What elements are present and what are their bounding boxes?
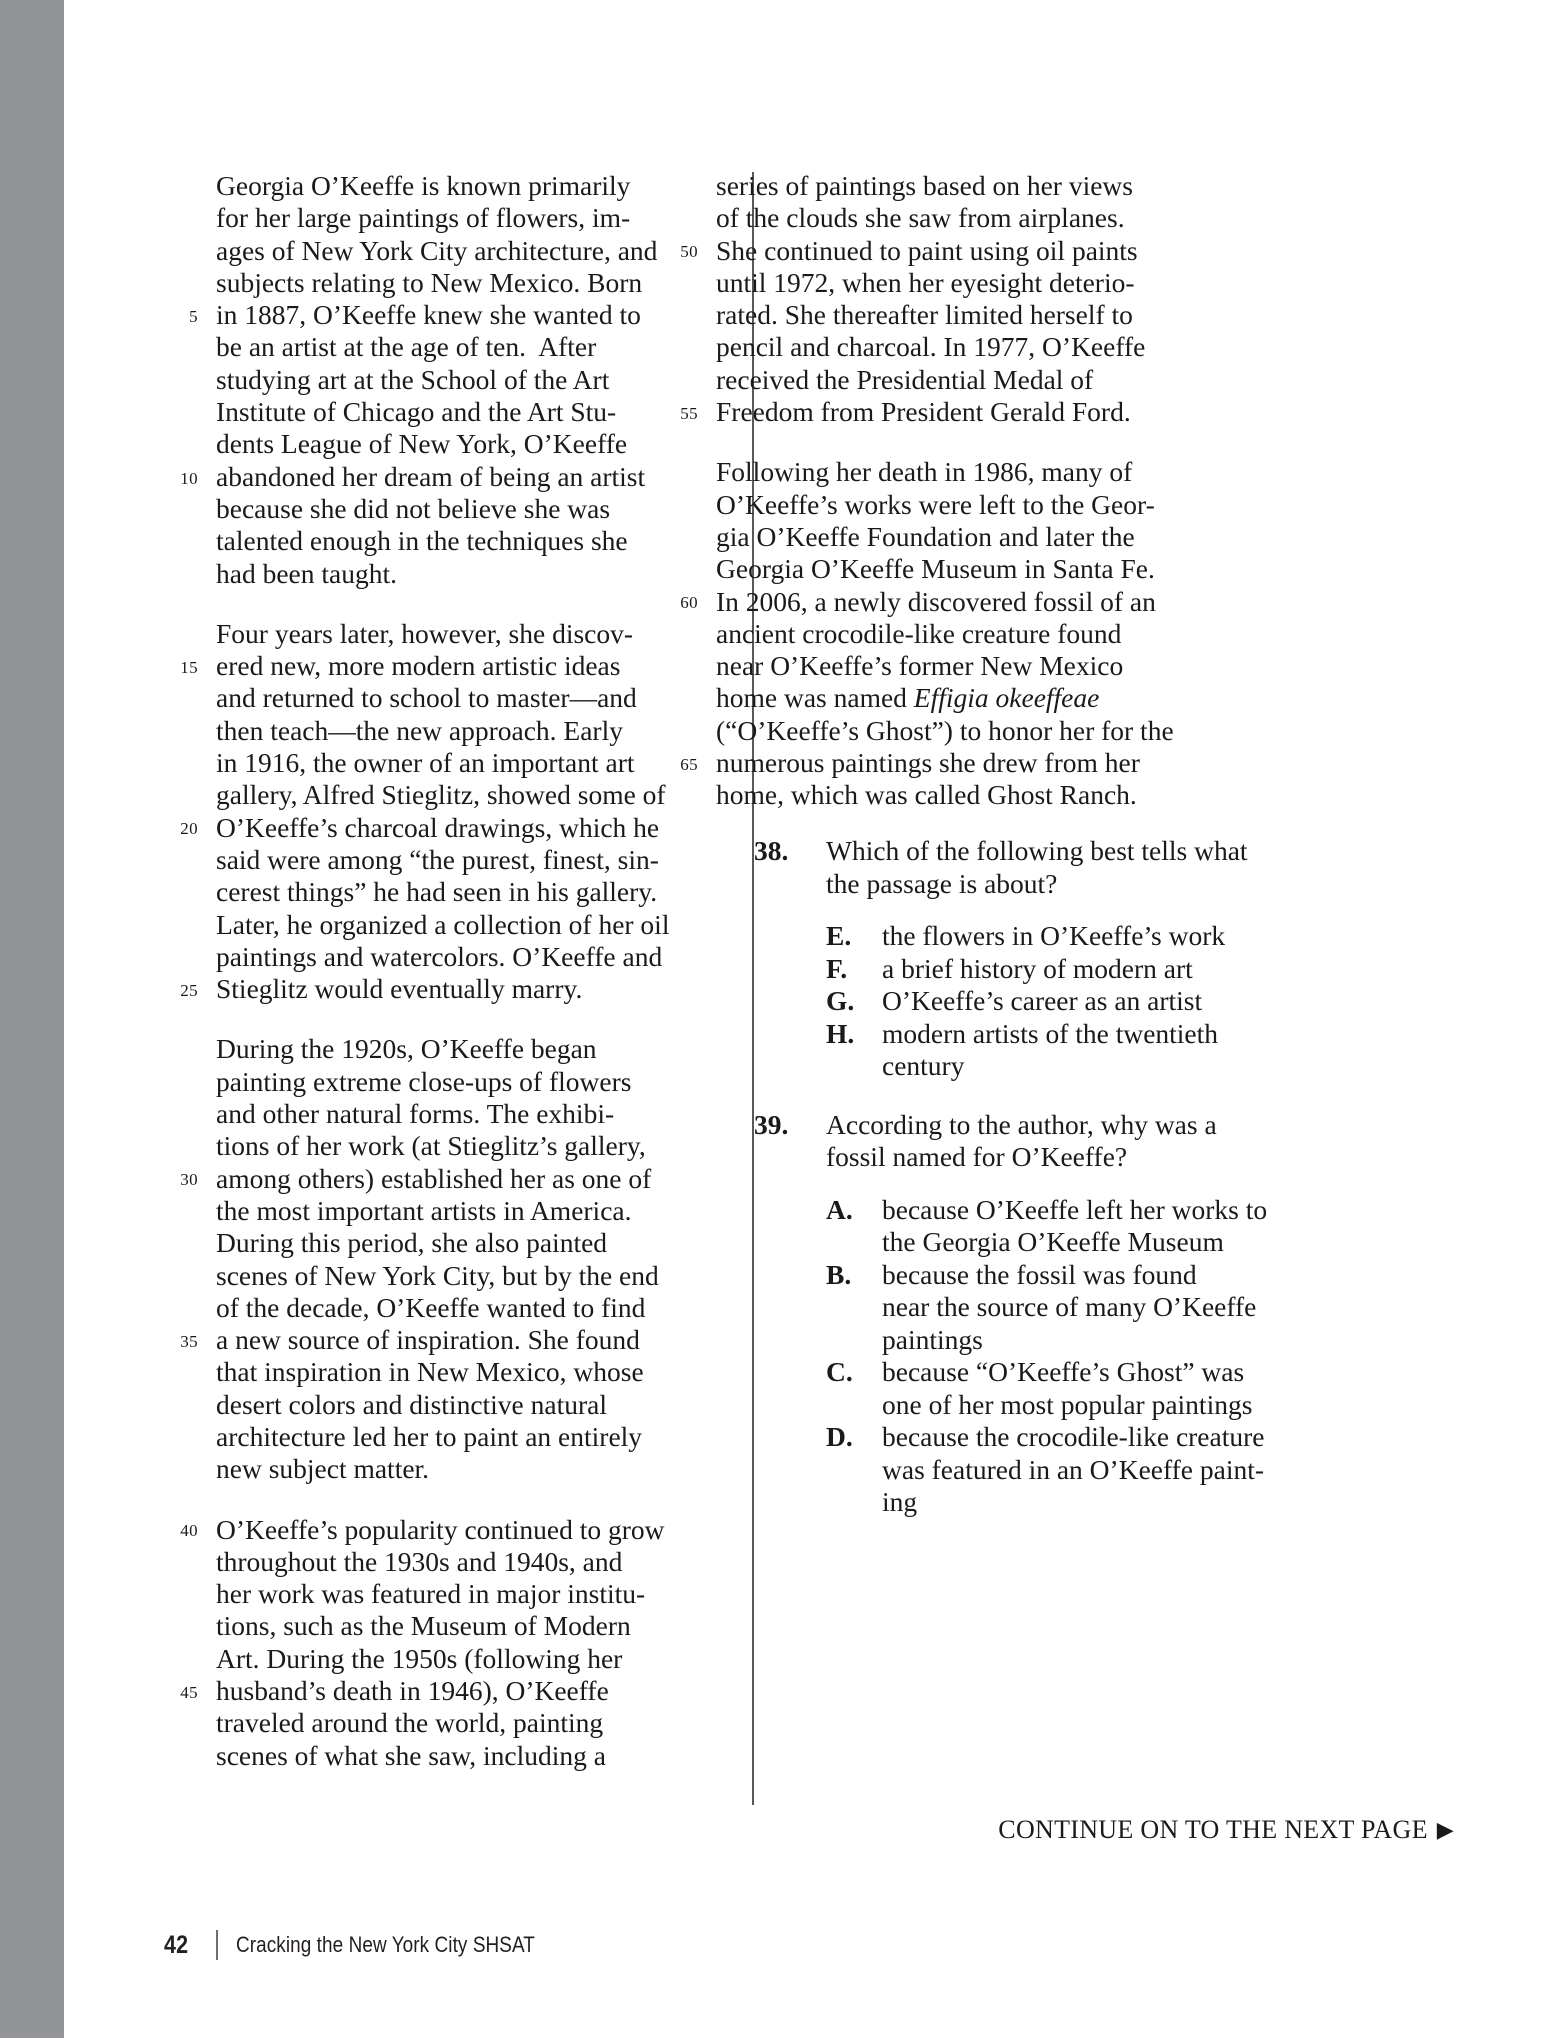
answer-choice[interactable] bbox=[826, 985, 1374, 1018]
passage-line bbox=[180, 811, 664, 844]
passage-line-text: home, which was called Ghost Ranch. bbox=[716, 779, 1137, 811]
passage-line bbox=[180, 1675, 664, 1707]
answer-choices bbox=[754, 920, 1374, 1083]
question-text-line: the passage is about? bbox=[826, 867, 1058, 899]
passage-line bbox=[180, 1324, 664, 1356]
passage-line-text: of the clouds she saw from airplanes. bbox=[716, 202, 1125, 234]
question-stem bbox=[754, 1109, 1374, 1174]
triangle-right-icon: ▶ bbox=[1436, 1817, 1454, 1842]
answer-choice[interactable] bbox=[826, 1194, 1374, 1259]
passage-line bbox=[216, 1227, 664, 1259]
passage-line-text: She continued to paint using oil paints bbox=[716, 234, 1138, 266]
footer-divider bbox=[216, 1930, 218, 1960]
choice-text-line: ing bbox=[882, 1486, 918, 1517]
passage-line-text: new subject matter. bbox=[216, 1453, 430, 1485]
passage-line-text: said were among “the purest, finest, sin- bbox=[216, 843, 659, 875]
passage-line bbox=[180, 1162, 664, 1195]
passage-line bbox=[216, 235, 664, 267]
passage-line bbox=[180, 973, 664, 1005]
choice-text-line: because O’Keeffe left her works to bbox=[882, 1193, 1268, 1225]
choice-text-line: one of her most popular paintings bbox=[882, 1388, 1253, 1420]
choice-letter: F. bbox=[826, 952, 848, 984]
passage-line-text: cerest things” he had seen in his gallery. bbox=[216, 876, 658, 908]
passage-line bbox=[180, 460, 664, 493]
passage-line bbox=[216, 1066, 664, 1098]
choice-letter: C. bbox=[826, 1356, 853, 1387]
passage-line bbox=[716, 489, 1194, 521]
passage-line-text: desert colors and distinctive natural bbox=[216, 1388, 607, 1420]
passage-line-text: her work was featured in major institu- bbox=[216, 1578, 646, 1610]
line-number: 15 bbox=[180, 657, 198, 677]
passage-paragraph bbox=[164, 170, 664, 590]
line-number: 60 bbox=[680, 593, 698, 613]
passage-line bbox=[216, 331, 664, 363]
question-text bbox=[826, 835, 1374, 900]
passage-line-text: in 1887, O’Keeffe knew she wanted to bbox=[216, 299, 641, 331]
passage-line-text: Georgia O’Keeffe is known primarily bbox=[216, 170, 631, 201]
passage-line-text: husband’s death in 1946), O’Keeffe bbox=[216, 1675, 609, 1707]
passage-paragraph bbox=[664, 456, 1194, 811]
choice-text-line: modern artists of the twentieth bbox=[882, 1017, 1219, 1049]
passage-line-text: tions, such as the Museum of Modern bbox=[216, 1610, 631, 1642]
passage-column-left bbox=[164, 170, 670, 1800]
passage-line-text: scenes of New York City, but by the end bbox=[216, 1259, 659, 1291]
passage-line-text: painting extreme close-ups of flowers bbox=[216, 1065, 632, 1097]
choice-text-line: paintings bbox=[882, 1323, 983, 1355]
question-block bbox=[754, 1109, 1374, 1519]
passage-line bbox=[216, 1098, 664, 1130]
page-footer bbox=[64, 1930, 1567, 1970]
passage-line bbox=[716, 779, 1194, 811]
passage-line bbox=[216, 364, 664, 396]
passage-line-text: ages of New York City architecture, and bbox=[216, 234, 658, 266]
passage-line bbox=[216, 428, 664, 460]
passage-line bbox=[716, 364, 1194, 396]
answer-choice[interactable] bbox=[826, 1421, 1374, 1519]
passage-line bbox=[216, 396, 664, 428]
passage-line bbox=[216, 1707, 664, 1739]
passage-line-text: talented enough in the techniques she bbox=[216, 525, 628, 557]
passage-line bbox=[216, 267, 664, 299]
question-text-line: fossil named for O’Keeffe? bbox=[826, 1141, 1128, 1172]
passage-line-text: Freedom from President Gerald Ford. bbox=[716, 396, 1131, 428]
passage-line bbox=[216, 1292, 664, 1324]
passage-line-text: among others) established her as one of bbox=[216, 1162, 652, 1194]
passage-line bbox=[216, 908, 670, 941]
line-number: 5 bbox=[189, 307, 198, 327]
line-number: 20 bbox=[180, 819, 198, 839]
passage-line bbox=[216, 1260, 664, 1292]
passage-line bbox=[216, 1740, 664, 1772]
passage-line-text: throughout the 1930s and 1940s, and bbox=[216, 1545, 623, 1577]
passage-line bbox=[180, 650, 664, 682]
passage-line-text: Georgia O’Keeffe Museum in Santa Fe. bbox=[716, 553, 1155, 585]
passage-line-text: studying art at the School of the Art bbox=[216, 363, 610, 395]
passage-line-text: the most important artists in America. bbox=[216, 1194, 632, 1226]
passage-line bbox=[680, 747, 1194, 779]
choice-text-line: because “O’Keeffe’s Ghost” was bbox=[882, 1356, 1245, 1387]
passage-line bbox=[216, 1453, 664, 1485]
passage-line bbox=[216, 618, 664, 650]
choice-text-line: a brief history of modern art bbox=[882, 952, 1193, 984]
passage-paragraph bbox=[164, 1033, 664, 1485]
passage-line-text: ancient crocodile-like creature found bbox=[716, 617, 1122, 649]
line-number: 55 bbox=[680, 403, 698, 423]
passage-line-text: home was named bbox=[716, 682, 914, 714]
passage-line-text: O’Keeffe’s works were left to the Geor- bbox=[716, 488, 1155, 520]
answer-choice[interactable] bbox=[826, 1356, 1374, 1421]
passage-line bbox=[216, 1389, 664, 1421]
question-text-line: Which of the following best tells what bbox=[826, 835, 1248, 866]
answer-choice[interactable] bbox=[826, 1018, 1374, 1083]
passage-line bbox=[216, 1610, 664, 1642]
passage-line-text: then teach—the new approach. Early bbox=[216, 714, 623, 746]
passage-line bbox=[716, 650, 1194, 682]
passage-line-text: (“O’Keeffe’s Ghost”) to honor her for the bbox=[716, 714, 1174, 746]
choice-letter: D. bbox=[826, 1421, 853, 1452]
page-number: 42 bbox=[164, 1930, 189, 1959]
choice-text-line: near the source of many O’Keeffe bbox=[882, 1291, 1257, 1322]
answer-choices bbox=[754, 1194, 1374, 1519]
passage-line-text: Following her death in 1986, many of bbox=[716, 456, 1133, 488]
passage-line bbox=[680, 585, 1194, 618]
choice-text-line: O’Keeffe’s career as an artist bbox=[882, 985, 1203, 1016]
passage-line-text: rated. She thereafter limited herself to bbox=[716, 299, 1133, 331]
passage-line-text: because she did not believe she was bbox=[216, 492, 611, 524]
passage-line-text: Stieglitz would eventually marry. bbox=[216, 973, 583, 1005]
choice-letter: H. bbox=[826, 1017, 855, 1049]
choice-letter: A. bbox=[826, 1193, 853, 1225]
passage-line-text: and other natural forms. The exhibi- bbox=[216, 1098, 615, 1130]
passage-line bbox=[216, 1578, 664, 1610]
choice-text-line: was featured in an O’Keeffe paint- bbox=[882, 1453, 1265, 1485]
passage-line-text: pencil and charcoal. In 1977, O’Keeffe bbox=[716, 331, 1146, 363]
passage-line bbox=[216, 1195, 664, 1227]
page-sheet bbox=[64, 0, 1567, 2038]
passage-line-text: numerous paintings she drew from her bbox=[716, 747, 1140, 779]
passage-line-text: dents League of New York, O’Keeffe bbox=[216, 428, 628, 460]
choice-letter: E. bbox=[826, 920, 852, 951]
passage-line-text: Four years later, however, she discov- bbox=[216, 617, 634, 649]
questions-list bbox=[754, 835, 1374, 1545]
passage-line bbox=[716, 553, 1194, 585]
passage-line bbox=[216, 1546, 664, 1578]
passage-line-text: ered new, more modern artistic ideas bbox=[216, 650, 621, 682]
passage-line bbox=[216, 876, 664, 908]
passage-line bbox=[216, 1356, 664, 1388]
passage-line bbox=[180, 1513, 665, 1546]
passage-line-text: received the Presidential Medal of bbox=[716, 363, 1094, 395]
passage-line-text: had been taught. bbox=[216, 557, 397, 589]
passage-line bbox=[716, 331, 1194, 363]
passage-line bbox=[680, 234, 1194, 267]
passage-line bbox=[216, 844, 664, 876]
passage-line-text: and returned to school to master—and bbox=[216, 682, 637, 714]
line-number: 35 bbox=[180, 1331, 198, 1351]
choice-text-line: because the fossil was found bbox=[882, 1258, 1197, 1290]
passage-line-text: near O’Keeffe’s former New Mexico bbox=[716, 650, 1124, 682]
passage-line-text: traveled around the world, painting bbox=[216, 1707, 604, 1739]
passage-line-text: be an artist at the age of ten. After bbox=[216, 331, 597, 363]
passage-line bbox=[716, 521, 1194, 553]
answer-choice[interactable] bbox=[826, 953, 1374, 986]
passage-line-text: for her large paintings of flowers, im- bbox=[216, 202, 631, 234]
line-number: 45 bbox=[180, 1682, 198, 1702]
passage-line-text: Art. During the 1950s (following her bbox=[216, 1642, 623, 1674]
choice-letter: G. bbox=[826, 985, 855, 1016]
question-stem bbox=[754, 835, 1374, 900]
passage-paragraph bbox=[664, 170, 1194, 428]
passage-line-text: a new source of inspiration. She found bbox=[216, 1324, 640, 1356]
passage-line bbox=[716, 618, 1194, 650]
passage-line-text: O’Keeffe’s popularity continued to grow bbox=[216, 1513, 665, 1545]
passage-line-text: in 1916, the owner of an important art bbox=[216, 747, 635, 779]
passage-line bbox=[216, 1643, 664, 1675]
passage-line-text: abandoned her dream of being an artist bbox=[216, 460, 646, 492]
passage-line bbox=[216, 493, 664, 525]
passage-line bbox=[716, 715, 1194, 747]
passage-line-text: Later, he organized a collection of her oil bbox=[216, 908, 670, 940]
passage-paragraph bbox=[164, 1514, 664, 1772]
passage-line bbox=[216, 779, 664, 811]
line-number: 40 bbox=[180, 1521, 198, 1541]
answer-choice[interactable] bbox=[826, 1259, 1374, 1357]
passage-line-text: architecture led her to paint an entirely bbox=[216, 1420, 643, 1452]
passage-line bbox=[716, 202, 1194, 234]
passage-line bbox=[216, 558, 664, 590]
line-number: 10 bbox=[180, 468, 198, 488]
passage-line-text: series of paintings based on her views bbox=[716, 170, 1133, 201]
passage-line-text: Institute of Chicago and the Art Stu- bbox=[216, 396, 617, 428]
line-number: 65 bbox=[680, 754, 698, 774]
passage-line bbox=[216, 202, 664, 234]
continue-label: CONTINUE ON TO THE NEXT PAGE bbox=[998, 1815, 1428, 1844]
passage-line-text: gallery, Alfred Stieglitz, showed some of bbox=[216, 779, 666, 811]
passage-line bbox=[216, 1421, 664, 1453]
passage-column-right bbox=[664, 170, 1194, 840]
page-content bbox=[64, 0, 1567, 2038]
choice-letter: B. bbox=[826, 1258, 852, 1290]
passage-line-text: that inspiration in New Mexico, whose bbox=[216, 1356, 644, 1388]
passage-line bbox=[216, 941, 664, 973]
passage-line-text: During this period, she also painted bbox=[216, 1227, 608, 1259]
line-number: 50 bbox=[680, 242, 698, 262]
book-title: Cracking the New York City SHSAT bbox=[236, 1932, 536, 1957]
passage-line bbox=[716, 456, 1194, 488]
left-gray-margin-bar bbox=[0, 0, 64, 2038]
choice-text-line: the flowers in O’Keeffe’s work bbox=[882, 920, 1226, 951]
passage-line-text: paintings and watercolors. O’Keeffe and bbox=[216, 940, 663, 972]
passage-line bbox=[216, 1130, 664, 1162]
passage-line bbox=[680, 396, 1194, 428]
passage-line bbox=[216, 1033, 664, 1065]
passage-line bbox=[716, 267, 1194, 299]
line-number: 30 bbox=[180, 1170, 198, 1190]
passage-line-text: O’Keeffe’s charcoal drawings, which he bbox=[216, 811, 660, 843]
passage-line-text: scenes of what she saw, including a bbox=[216, 1739, 606, 1771]
choice-text-line: century bbox=[882, 1050, 965, 1081]
passage-line-text: subjects relating to New Mexico. Born bbox=[216, 266, 643, 298]
question-text bbox=[826, 1109, 1374, 1174]
continue-notice bbox=[754, 1815, 1454, 1845]
question-number: 39. bbox=[754, 1108, 789, 1140]
passage-paragraph bbox=[164, 617, 670, 1006]
passage-line bbox=[716, 170, 1194, 202]
passage-line bbox=[216, 525, 664, 557]
italic-species-name: Effigia okeeffeae bbox=[913, 682, 1100, 714]
question-number: 38. bbox=[754, 835, 789, 866]
passage-line bbox=[216, 682, 664, 714]
passage-line-text: During the 1920s, O’Keeffe began bbox=[216, 1033, 597, 1065]
choice-text-line: because the crocodile-like creature bbox=[882, 1421, 1265, 1452]
passage-line bbox=[216, 170, 664, 202]
passage-line-text: gia O’Keeffe Foundation and later the bbox=[716, 520, 1135, 552]
passage-line-text: of the decade, O’Keeffe wanted to find bbox=[216, 1291, 646, 1323]
passage-line-text: until 1972, when her eyesight deterio- bbox=[716, 266, 1135, 298]
answer-choice[interactable] bbox=[826, 920, 1374, 953]
line-number: 25 bbox=[180, 980, 198, 1000]
passage-line-text: tions of her work (at Stieglitz’s gallery, bbox=[216, 1130, 646, 1162]
question-text-line: According to the author, why was a bbox=[826, 1108, 1217, 1140]
passage-line bbox=[216, 747, 664, 779]
passage-line bbox=[716, 299, 1194, 331]
passage-line bbox=[716, 682, 1194, 714]
question-block bbox=[754, 835, 1374, 1083]
choice-text-line: the Georgia O’Keeffe Museum bbox=[882, 1226, 1224, 1257]
passage-line bbox=[216, 715, 664, 747]
passage-line-text: In 2006, a newly discovered fossil of an bbox=[716, 585, 1156, 617]
passage-line bbox=[189, 299, 664, 331]
